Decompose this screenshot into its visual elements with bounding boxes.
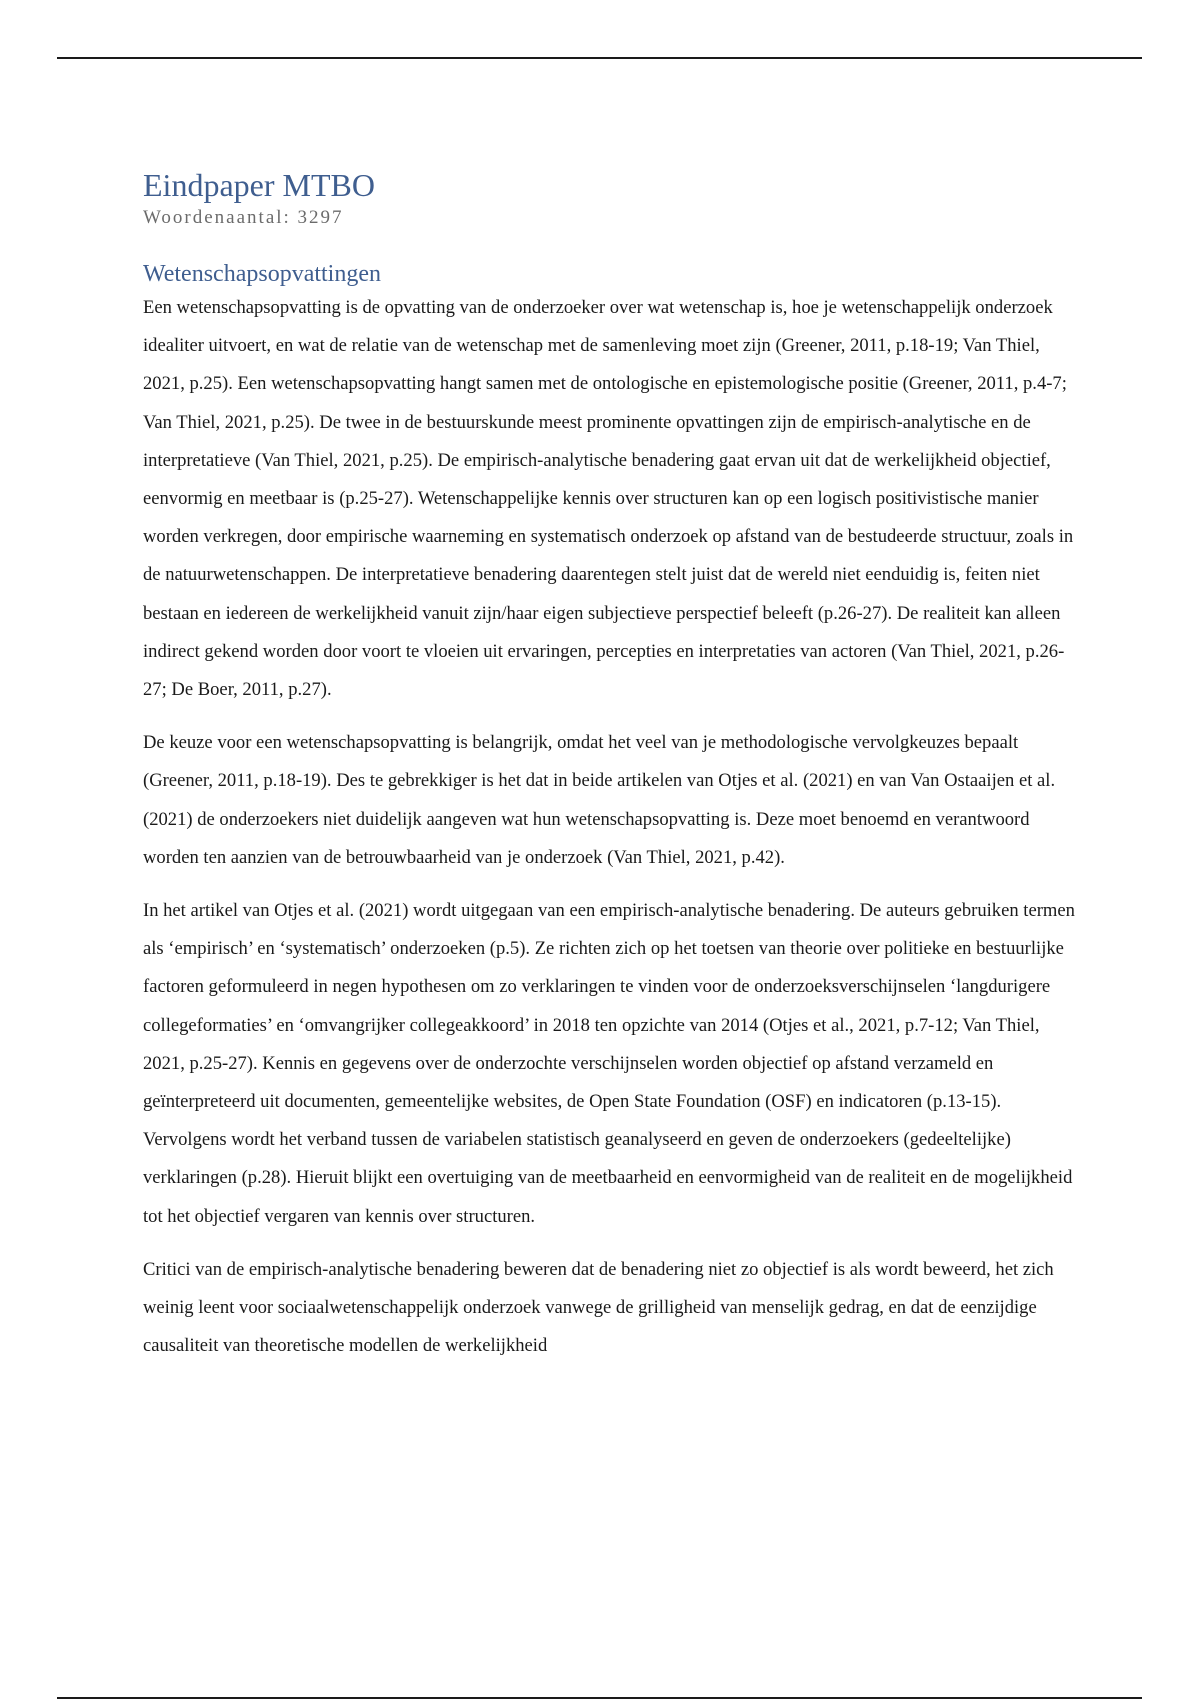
document-title: Eindpaper MTBO xyxy=(143,167,375,203)
paragraph-1: Een wetenschapsopvatting is de opvatting van de onderzoeker over wat wetenschap is, hoe je wetenschappelijk onderzoek idealiter uitvoert, en wat de relatie van de wetenschap met de samenleving moet zijn (Greener, 2011, p.18-19; Van Thiel, 2021, p.25). Een wetenschapsopvatting hangt samen met de ontologische en epistemologische positie (Greener, 2011, p.4-7; Van Thiel, 2021, p.25). De twee in de bestuurskunde meest prominente opvattingen zijn de empirisch-analytische en de interpretatieve (Van Thiel, 2021, p.25). De empirisch-analytische benadering gaat ervan uit dat de werkelijkheid objectief, eenvormig en meetbaar is (p.25-27). Wetenschappelijke kennis over structuren kan op een logisch positivistische manier worden verkregen, door empirische waarneming en systematisch onderzoek op afstand van de bestudeerde structuur, zoals in de natuurwetenschappen. De interpretatieve benadering daarentegen stelt juist dat de wereld niet eenduidig is, feiten niet bestaan en iedereen de werkelijkheid vanuit zijn/haar eigen subjectieve perspectief beleeft (p.26-27). De realiteit kan alleen indirect gekend worden door voort te vloeien uit ervaringen, percepties en interpretaties van actoren (Van Thiel, 2021, p.26-27; De Boer, 2011, p.27). xyxy=(143,297,1074,701)
section-heading: Wetenschapsopvattingen xyxy=(143,261,381,287)
paragraph-3: In het artikel van Otjes et al. (2021) wordt uitgegaan van een empirisch-analytische benadering. De auteurs gebruiken termen als ‘empirisch’ en ‘systematisch’ onderzoeken (p.5). Ze richten zich op het toetsen van theorie over politieke en bestuurlijke factoren geformuleerd in negen hypothesen om zo verklaringen te vinden voor de onderzoeksverschijnselen ‘langdurigere collegeformaties’ en ‘omvangrijker collegeakkoord’ in 2018 ten opzichte van 2014 (Otjes et al., 2021, p.7-12; Van Thiel, 2021, p.25-27). Kennis en gegevens over de onderzochte verschijnselen worden objectief op afstand verzameld en geïnterpreteerd uit documenten, gemeentelijke websites, de Open State Foundation (OSF) en indicatoren (p.13-15). Vervolgens wordt het verband tussen de variabelen statistisch geanalyseerd en geven de onderzoekers (gedeeltelijke) verklaringen (p.28). Hieruit blijkt een overtuiging van de meetbaarheid en eenvormigheid van de realiteit en de mogelijkheid tot het objectief vergaren van kennis over structuren. xyxy=(143,900,1075,1227)
footer-rule xyxy=(57,1697,1142,1699)
word-count: Woordenaantal: 3297 xyxy=(143,207,344,228)
document-body xyxy=(143,165,1083,1380)
paragraph-4: Critici van de empirisch-analytische benadering beweren dat de benadering niet zo objectief is als wordt beweerd, het zich weinig leent voor sociaalwetenschappelijk onderzoek vanwege de grilligheid van menselijk gedrag, en dat de eenzijdige causaliteit van theoretische modellen de werkelijkheid xyxy=(143,1258,1054,1357)
header-rule xyxy=(57,57,1142,59)
paragraph-2: De keuze voor een wetenschapsopvatting is belangrijk, omdat het veel van je methodologische vervolgkeuzes bepaalt (Greener, 2011, p.18-19). Des te gebrekkiger is het dat in beide artikelen van Otjes et al. (2021) en van Van Ostaaijen et al. (2021) de onderzoekers niet duidelijk aangeven wat hun wetenschapsopvatting is. Deze moet benoemd en verantwoord worden ten aanzien van de betrouwbaarheid van je onderzoek (Van Thiel, 2021, p.42). xyxy=(143,732,1056,868)
